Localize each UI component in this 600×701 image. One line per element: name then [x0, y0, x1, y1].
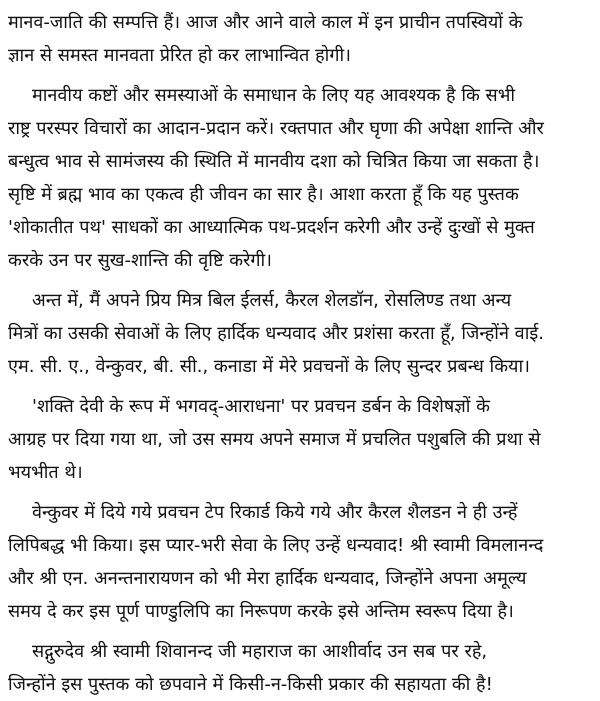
text-line: मानव-जाति की सम्पत्ति हैं। आज और आने वाले काल में इन प्राचीन तपस्वियों के: [8, 12, 523, 33]
text-line: जिन्होंने इस पुस्तक को छपवाने में किसी-न-किसी प्रकार की सहायता की है!: [8, 674, 493, 695]
paragraph-5: [8, 496, 592, 628]
text-line: ज्ञान से समस्त मानवता प्रेरित हो कर लाभान्वित होगी।: [8, 45, 351, 66]
text-line: लिपिबद्ध भी किया। इस प्यार-भरी सेवा के लिए उन्हें धन्यवाद! श्री स्वामी विमलानन्द: [8, 535, 544, 556]
paragraph-1: [8, 6, 592, 72]
text-line: आग्रह पर दिया गया था, जो उस समय अपने समाज में प्रचलित पशुबलि की प्रथा से: [8, 429, 541, 450]
text-line: करके उन पर सुख-शान्ति की वृष्टि करेगी।: [8, 250, 273, 271]
text-line: सद्गुरुदेव श्री स्वामी शिवानन्द जी महाराज का आशीर्वाद उन सब पर रहे,: [32, 641, 488, 662]
text-line: सृष्टि में ब्रह्म भाव का एकत्व ही जीवन का सार है। आशा करता हूँ कि यह पुस्तक: [8, 184, 519, 205]
text-line: भयभीत थे।: [8, 462, 83, 483]
paragraph-2: [8, 79, 592, 277]
text-line: 'शक्ति देवी के रूप में भगवद्-आराधना' पर प्रवचन डर्बन के विशेषज्ञों के: [32, 396, 490, 417]
paragraph-6: [8, 635, 592, 701]
text-line: मानवीय कष्टों और समस्याओं के समाधान के लिए यह आवश्यक है कि सभी: [32, 85, 516, 106]
text-line: मित्रों का उसकी सेवाओं के लिए हार्दिक धन्यवाद और प्रशंसा करता हूँ, जिन्होंने वाई.: [8, 323, 544, 344]
text-line: वेन्कुवर में दिये गये प्रवचन टेप रिकार्ड किये गये और कैरल शैलडन ने ही उन्हें: [32, 502, 518, 523]
text-line: 'शोकातीत पथ' साधकों का आध्यात्मिक पथ-प्रदर्शन करेगी और उन्हें दुःखों से मुक्त: [8, 217, 535, 238]
text-line: समय दे कर इस पूर्ण पाण्डुलिपि का निरूपण करके इसे अन्तिम स्वरूप दिया है।: [8, 601, 514, 622]
text-line: एम. सी. ए., वेन्कुवर, बी. सी., कनाडा में मेरे प्रवचनों के लिए सुन्दर प्रबन्ध किया।: [8, 356, 530, 377]
text-line: अन्त में, मैं अपने प्रिय मित्र बिल ईलर्स, कैरल शेलडॉन, रोसलिण्ड तथा अन्य: [32, 290, 512, 311]
text-line: बन्धुत्व भाव से सामंजस्य की स्थिति में मानवीय दशा को चित्रित किया जा सकता है।: [8, 151, 540, 172]
paragraph-3: [8, 284, 592, 383]
paragraph-4: [8, 390, 592, 489]
text-line: और श्री एन. अनन्तनारायणन को भी मेरा हार्दिक धन्यवाद, जिन्होंने अपना अमूल्य: [8, 568, 527, 589]
text-line: राष्ट्र परस्पर विचारों का आदान-प्रदान करें। रक्तपात और घृणा की अपेक्षा शान्ति और: [8, 118, 544, 139]
